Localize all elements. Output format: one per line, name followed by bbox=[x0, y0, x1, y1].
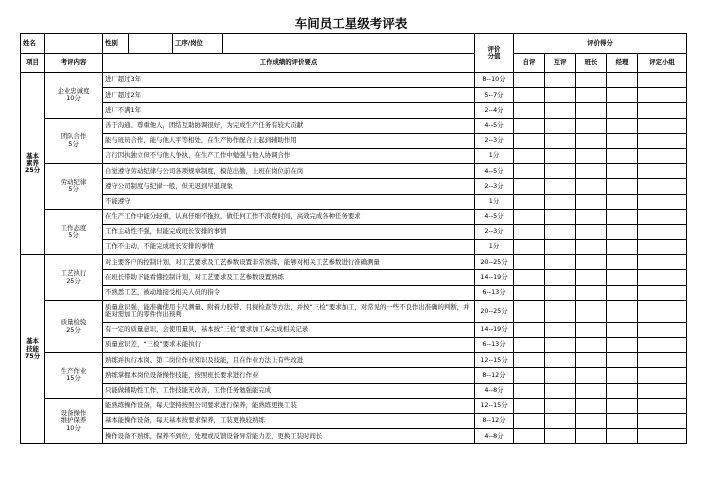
rating-cell-peer[interactable] bbox=[545, 224, 576, 239]
rating-cell-leader[interactable] bbox=[576, 338, 607, 353]
rating-cell-peer[interactable] bbox=[545, 179, 576, 194]
content-header: 考评内容 bbox=[45, 54, 103, 73]
rating-cell-self[interactable] bbox=[514, 164, 545, 179]
rating-cell-self[interactable] bbox=[514, 133, 545, 148]
rating-cell-peer[interactable] bbox=[545, 133, 576, 148]
table-row bbox=[21, 118, 687, 133]
criteria-text: 进厂不满1年 bbox=[103, 103, 475, 118]
rating-cell-leader[interactable] bbox=[576, 429, 607, 444]
criteria-text: 有一定的质量意识，会使用量具，基本按“三检”要求加工&完成相关记录 bbox=[103, 322, 475, 337]
rating-cell-leader[interactable] bbox=[576, 285, 607, 300]
table-row bbox=[21, 88, 687, 103]
score-range: 6--13分 bbox=[475, 285, 514, 300]
rating-cell-manager[interactable] bbox=[607, 270, 638, 285]
criteria-text: 在生产工作中能分轻重，认真仔细不拖拉，做任何工作不浪费时间，高效完成各种任务要求 bbox=[103, 209, 475, 224]
score-range: 4--5分 bbox=[475, 118, 514, 133]
score-value-label-line2: 分值 bbox=[487, 52, 501, 60]
header-row-1 bbox=[21, 34, 687, 54]
rating-cell-manager[interactable] bbox=[607, 179, 638, 194]
score-range: 20--25分 bbox=[475, 255, 514, 270]
score-range: 2--3分 bbox=[475, 179, 514, 194]
rating-cell-peer[interactable] bbox=[545, 194, 576, 209]
rating-cell-peer[interactable] bbox=[545, 148, 576, 163]
table-row bbox=[21, 148, 687, 163]
rating-cell-manager[interactable] bbox=[607, 164, 638, 179]
category-name-line: 75分 bbox=[24, 351, 41, 360]
group-name-line: 10分 bbox=[66, 423, 81, 432]
rating-cell-panel[interactable] bbox=[638, 368, 687, 383]
rating-cell-peer[interactable] bbox=[545, 240, 576, 255]
rating-cell-manager[interactable] bbox=[607, 224, 638, 239]
rating-cell-peer[interactable] bbox=[545, 413, 576, 428]
rating-cell-self[interactable] bbox=[514, 179, 545, 194]
rating-cell-peer[interactable] bbox=[545, 270, 576, 285]
criteria-text: 工作主动性不强，但能完成班长安排的事情 bbox=[103, 224, 475, 239]
rating-cell-manager[interactable] bbox=[607, 413, 638, 428]
rating-cell-peer[interactable] bbox=[545, 88, 576, 103]
rating-cell-peer[interactable] bbox=[545, 429, 576, 444]
rating-cell-peer[interactable] bbox=[545, 103, 576, 118]
table-row bbox=[21, 338, 687, 353]
group-name-line: 劳动纪律 bbox=[60, 178, 87, 187]
rating-cell-manager[interactable] bbox=[607, 209, 638, 224]
category-cell bbox=[21, 73, 45, 255]
score-range: 1分 bbox=[475, 194, 514, 209]
gender-value-cell[interactable] bbox=[129, 34, 173, 54]
rating-cell-leader[interactable] bbox=[576, 224, 607, 239]
rating-cell-peer[interactable] bbox=[545, 368, 576, 383]
rating-cell-self[interactable] bbox=[514, 413, 545, 428]
group-name-line: 企业忠诚度 bbox=[57, 86, 90, 95]
table-row bbox=[21, 224, 687, 239]
rating-cell-manager[interactable] bbox=[607, 398, 638, 413]
score-range: 4--5分 bbox=[475, 164, 514, 179]
rating-cell-self[interactable] bbox=[514, 209, 545, 224]
rating-cell-panel[interactable] bbox=[638, 118, 687, 133]
rating-cell-panel[interactable] bbox=[638, 88, 687, 103]
criteria-text: 熟练掌握本岗位设备操作技能，按照班长要求进行作业 bbox=[103, 368, 475, 383]
rating-cell-peer[interactable] bbox=[545, 209, 576, 224]
score-range: 6--13分 bbox=[475, 338, 514, 353]
table-row bbox=[21, 194, 687, 209]
group-cell bbox=[45, 164, 103, 210]
rating-cell-peer[interactable] bbox=[545, 255, 576, 270]
group-cell bbox=[45, 209, 103, 255]
rating-cell-peer[interactable] bbox=[545, 398, 576, 413]
rating-cell-leader[interactable] bbox=[576, 209, 607, 224]
table-row bbox=[21, 322, 687, 337]
criteria-text: 不熟悉工艺，被动地接受相关人员的指令 bbox=[103, 285, 475, 300]
rating-cell-leader[interactable] bbox=[576, 368, 607, 383]
rating-cell-peer[interactable] bbox=[545, 73, 576, 88]
rater-peer: 互评 bbox=[545, 54, 576, 73]
rating-cell-self[interactable] bbox=[514, 73, 545, 88]
rating-cell-leader[interactable] bbox=[576, 103, 607, 118]
rating-cell-manager[interactable] bbox=[607, 255, 638, 270]
table-row bbox=[21, 429, 687, 444]
rating-cell-self[interactable] bbox=[514, 338, 545, 353]
evaluation-table bbox=[20, 33, 687, 444]
group-name-line: 10分 bbox=[66, 94, 81, 103]
rating-cell-panel[interactable] bbox=[638, 103, 687, 118]
score-value-label-line1: 评价 bbox=[487, 44, 501, 53]
rating-cell-leader[interactable] bbox=[576, 88, 607, 103]
score-range: 14--19分 bbox=[475, 270, 514, 285]
item-header: 项目 bbox=[21, 54, 45, 73]
score-range: 4--8分 bbox=[475, 429, 514, 444]
group-name-line: 工艺执行 bbox=[60, 269, 87, 278]
group-name-line: 25分 bbox=[66, 276, 81, 285]
criteria-text: 能与班员合作，能与他人平等相处，在生产协作配合上起到辅助作用 bbox=[103, 133, 475, 148]
name-value-cell[interactable] bbox=[45, 34, 103, 54]
table-row bbox=[21, 413, 687, 428]
group-cell bbox=[45, 73, 103, 119]
criteria-text: 熟练并执行本岗、第二岗位作业知识及技能，且在作业方法上有些改进 bbox=[103, 353, 475, 368]
rating-cell-self[interactable] bbox=[514, 194, 545, 209]
rating-cell-panel[interactable] bbox=[638, 300, 687, 322]
rating-cell-self[interactable] bbox=[514, 270, 545, 285]
score-range: 14--19分 bbox=[475, 322, 514, 337]
rating-cell-manager[interactable] bbox=[607, 285, 638, 300]
group-name-line: 维护保养 bbox=[60, 416, 87, 425]
table-row bbox=[21, 255, 687, 270]
rating-cell-self[interactable] bbox=[514, 148, 545, 163]
score-range: 4--8分 bbox=[475, 383, 514, 398]
rating-cell-manager[interactable] bbox=[607, 118, 638, 133]
header-row-2 bbox=[21, 54, 687, 73]
rating-cell-panel[interactable] bbox=[638, 179, 687, 194]
rating-cell-peer[interactable] bbox=[545, 322, 576, 337]
rating-cell-leader[interactable] bbox=[576, 398, 607, 413]
table-row bbox=[21, 133, 687, 148]
rating-cell-self[interactable] bbox=[514, 368, 545, 383]
score-range: 20--25分 bbox=[475, 300, 514, 322]
rating-cell-self[interactable] bbox=[514, 88, 545, 103]
rater-self: 自评 bbox=[514, 54, 545, 73]
score-range: 1分 bbox=[475, 240, 514, 255]
criteria-text: 善于沟通、尊重他人，团结互助协调很好，为完成生产任务有较大贡献 bbox=[103, 118, 475, 133]
rating-cell-panel[interactable] bbox=[638, 413, 687, 428]
job-label: 工序/岗位 bbox=[173, 34, 223, 54]
rating-cell-self[interactable] bbox=[514, 103, 545, 118]
rating-header: 评价得分 bbox=[514, 34, 687, 54]
criteria-text: 自觉遵守劳动纪律与公司各项规章制度，模范出勤，上班在岗位前在岗 bbox=[103, 164, 475, 179]
rating-cell-manager[interactable] bbox=[607, 148, 638, 163]
score-range: 4--5分 bbox=[475, 209, 514, 224]
score-value-header bbox=[475, 34, 514, 73]
score-range: 2--3分 bbox=[475, 224, 514, 239]
table-row bbox=[21, 285, 687, 300]
group-cell bbox=[45, 398, 103, 444]
category-cell bbox=[21, 255, 45, 444]
criteria-text: 基本能操作设备，每天基本按要求保养，工装更换较熟练 bbox=[103, 413, 475, 428]
rating-cell-leader[interactable] bbox=[576, 133, 607, 148]
group-name-line: 工作态度 bbox=[60, 223, 87, 232]
rating-cell-leader[interactable] bbox=[576, 148, 607, 163]
rating-cell-leader[interactable] bbox=[576, 118, 607, 133]
name-label: 姓名 bbox=[21, 34, 45, 54]
group-name-line: 设备操作 bbox=[60, 408, 87, 417]
rating-cell-panel[interactable] bbox=[638, 240, 687, 255]
rating-cell-leader[interactable] bbox=[576, 383, 607, 398]
rating-cell-self[interactable] bbox=[514, 285, 545, 300]
rating-cell-panel[interactable] bbox=[638, 148, 687, 163]
rating-cell-panel[interactable] bbox=[638, 285, 687, 300]
points-header: 工作成绩的评价要点 bbox=[103, 54, 475, 73]
score-range: 1分 bbox=[475, 148, 514, 163]
rating-cell-peer[interactable] bbox=[545, 338, 576, 353]
table-row bbox=[21, 73, 687, 88]
rating-cell-panel[interactable] bbox=[638, 398, 687, 413]
rating-cell-panel[interactable] bbox=[638, 322, 687, 337]
rating-cell-manager[interactable] bbox=[607, 194, 638, 209]
rating-cell-panel[interactable] bbox=[638, 133, 687, 148]
table-row bbox=[21, 103, 687, 118]
rating-cell-panel[interactable] bbox=[638, 429, 687, 444]
rating-cell-manager[interactable] bbox=[607, 240, 638, 255]
rating-cell-peer[interactable] bbox=[545, 118, 576, 133]
criteria-text: 操作设备不熟练，保养不到位，处理或反馈设备异常能力差，更换工装时间长 bbox=[103, 429, 475, 444]
score-range: 5--7分 bbox=[475, 88, 514, 103]
criteria-text: 工作不主动，不能完成班长安排的事情 bbox=[103, 240, 475, 255]
table-row bbox=[21, 270, 687, 285]
group-name-line: 生产作业 bbox=[60, 367, 87, 376]
rating-cell-leader[interactable] bbox=[576, 240, 607, 255]
rating-cell-leader[interactable] bbox=[576, 194, 607, 209]
rating-cell-panel[interactable] bbox=[638, 209, 687, 224]
criteria-text: 质量意识强，能准确使用卡尺测量、附着力胶带、目视检查等方法，并按“三检”要求加工，对常见的一些不良作出准确的判断，并能对需加工的零件作出预判 bbox=[103, 300, 475, 322]
rating-cell-panel[interactable] bbox=[638, 270, 687, 285]
rating-cell-peer[interactable] bbox=[545, 285, 576, 300]
criteria-text: 在班长带助下能看懂控制计划，对工艺要求及工艺参数设置熟练 bbox=[103, 270, 475, 285]
rating-cell-self[interactable] bbox=[514, 300, 545, 322]
table-row bbox=[21, 398, 687, 413]
rating-cell-self[interactable] bbox=[514, 322, 545, 337]
table-row bbox=[21, 209, 687, 224]
rating-cell-self[interactable] bbox=[514, 224, 545, 239]
rating-cell-panel[interactable] bbox=[638, 224, 687, 239]
rating-cell-manager[interactable] bbox=[607, 300, 638, 322]
score-range: 2--3分 bbox=[475, 133, 514, 148]
rating-cell-leader[interactable] bbox=[576, 164, 607, 179]
rater-manager: 经理 bbox=[607, 54, 638, 73]
group-cell bbox=[45, 300, 103, 352]
rating-cell-leader[interactable] bbox=[576, 300, 607, 322]
rating-cell-panel[interactable] bbox=[638, 338, 687, 353]
sheet-title: 车间员工星级考评表 bbox=[294, 16, 408, 31]
criteria-text: 只能做辅助性工作，工作技能无改善，工作任务勉强能完成 bbox=[103, 383, 475, 398]
rating-cell-manager[interactable] bbox=[607, 429, 638, 444]
rating-cell-manager[interactable] bbox=[607, 103, 638, 118]
rating-cell-self[interactable] bbox=[514, 398, 545, 413]
table-row bbox=[21, 300, 687, 322]
table-row bbox=[21, 164, 687, 179]
rating-cell-self[interactable] bbox=[514, 429, 545, 444]
criteria-text: 对主要客户的控制计划，对工艺要求及工艺参数设置非常熟练，能够对相关工艺参数进行准确测量 bbox=[103, 255, 475, 270]
criteria-text: 进厂超过3年 bbox=[103, 73, 475, 88]
category-name-line: 技能 bbox=[26, 344, 39, 353]
rating-cell-panel[interactable] bbox=[638, 353, 687, 368]
rating-cell-leader[interactable] bbox=[576, 255, 607, 270]
rating-cell-self[interactable] bbox=[514, 118, 545, 133]
rating-cell-self[interactable] bbox=[514, 383, 545, 398]
criteria-text: 遵守公司制度与纪律一般，但无迟到早退现象 bbox=[103, 179, 475, 194]
rating-cell-leader[interactable] bbox=[576, 353, 607, 368]
rating-cell-leader[interactable] bbox=[576, 413, 607, 428]
category-name-line: 25分 bbox=[24, 166, 41, 175]
criteria-text: 进厂超过2年 bbox=[103, 88, 475, 103]
rating-cell-manager[interactable] bbox=[607, 368, 638, 383]
rating-cell-leader[interactable] bbox=[576, 270, 607, 285]
rating-cell-manager[interactable] bbox=[607, 353, 638, 368]
table-row bbox=[21, 353, 687, 368]
group-cell bbox=[45, 118, 103, 164]
rating-cell-leader[interactable] bbox=[576, 179, 607, 194]
rating-cell-leader[interactable] bbox=[576, 322, 607, 337]
category-name-line: 基本 bbox=[26, 151, 39, 160]
group-name-line: 5分 bbox=[68, 185, 79, 194]
rating-cell-self[interactable] bbox=[514, 240, 545, 255]
score-range: 8--10分 bbox=[475, 73, 514, 88]
score-range: 2--4分 bbox=[475, 103, 514, 118]
rating-cell-panel[interactable] bbox=[638, 164, 687, 179]
table-row bbox=[21, 383, 687, 398]
rating-cell-panel[interactable] bbox=[638, 383, 687, 398]
table-row bbox=[21, 240, 687, 255]
criteria-text: 言行因执独立但不与他人争执，在生产工作中勉强与他人协调合作 bbox=[103, 148, 475, 163]
score-range: 8--12分 bbox=[475, 368, 514, 383]
group-name-line: 5分 bbox=[68, 139, 79, 148]
job-value-cell[interactable] bbox=[223, 34, 475, 54]
criteria-text: 不能遵守 bbox=[103, 194, 475, 209]
rater-panel: 评定小组 bbox=[638, 54, 687, 73]
rating-cell-manager[interactable] bbox=[607, 88, 638, 103]
group-name-line: 25分 bbox=[66, 325, 81, 334]
gender-label: 性别 bbox=[103, 34, 129, 54]
group-cell bbox=[45, 353, 103, 399]
rating-cell-peer[interactable] bbox=[545, 300, 576, 322]
rating-cell-leader[interactable] bbox=[576, 73, 607, 88]
table-row bbox=[21, 368, 687, 383]
score-range: 12--15分 bbox=[475, 353, 514, 368]
score-range: 12--15分 bbox=[475, 398, 514, 413]
rating-cell-peer[interactable] bbox=[545, 383, 576, 398]
rating-cell-manager[interactable] bbox=[607, 133, 638, 148]
criteria-text: 质量意识差，“三检”要求未能执行 bbox=[103, 338, 475, 353]
rating-cell-manager[interactable] bbox=[607, 383, 638, 398]
rating-cell-self[interactable] bbox=[514, 353, 545, 368]
category-name-line: 素养 bbox=[26, 158, 39, 167]
rating-cell-panel[interactable] bbox=[638, 194, 687, 209]
rating-cell-peer[interactable] bbox=[545, 164, 576, 179]
group-name-line: 质量检验 bbox=[60, 318, 87, 327]
criteria-text: 能熟练操作设备，每天坚持按照公司要求进行保养，能熟练更换工装 bbox=[103, 398, 475, 413]
rating-cell-manager[interactable] bbox=[607, 73, 638, 88]
table-row bbox=[21, 179, 687, 194]
rating-cell-panel[interactable] bbox=[638, 255, 687, 270]
group-name-line: 5分 bbox=[68, 230, 79, 239]
group-name-line: 团队合作 bbox=[60, 132, 87, 141]
rating-cell-manager[interactable] bbox=[607, 338, 638, 353]
category-name-line: 基本 bbox=[26, 337, 39, 346]
rater-leader: 班长 bbox=[576, 54, 607, 73]
group-name-line: 15分 bbox=[66, 374, 81, 383]
rating-cell-manager[interactable] bbox=[607, 322, 638, 337]
score-range: 8--12分 bbox=[475, 413, 514, 428]
group-cell bbox=[45, 255, 103, 301]
rating-cell-self[interactable] bbox=[514, 255, 545, 270]
rating-cell-panel[interactable] bbox=[638, 73, 687, 88]
rating-cell-peer[interactable] bbox=[545, 353, 576, 368]
